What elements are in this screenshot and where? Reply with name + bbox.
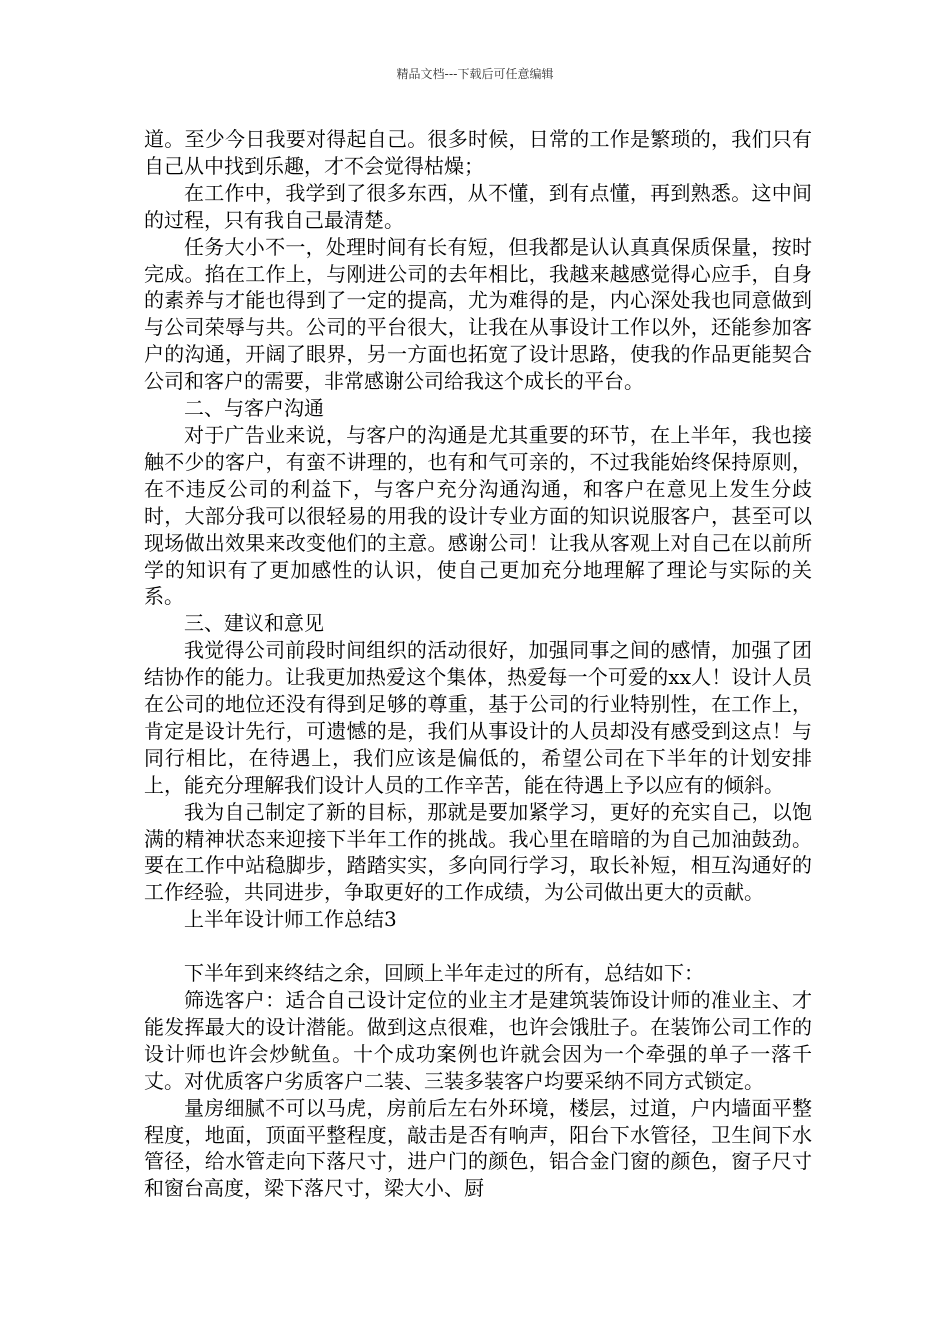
paragraph: 任务大小不一，处理时间有长有短，但我都是认认真真保质保量，按时完成。掐在工作上，与刚进公司的去年相比，我越来越感觉得心应手，自身的素养与才能也得到了一定的提高，尤为难得的是，内心深处我也同意做到与公司荣辱与共。公司的平台很大，让我在从事设计工作以外，还能参加客户的沟通，开阔了眼界，另一方面也拓宽了设计思路，使我的作品更能契合公司和客户的需要，非常感谢公司给我这个成长的平台。 [144,234,812,394]
paragraph: 筛选客户：适合自己设计定位的业主才是建筑装饰设计师的准业主、才能发挥最大的设计潜能。做到这点很难，也许会饿肚子。在装饰公司工作的设计师也许会炒鱿鱼。十个成功案例也许就会因为一个牵强的单子一落千丈。对优质客户劣质客户二装、三装多装客户均要采纳不同方式锁定。 [144,987,812,1093]
page-header: 精品文档---下载后可任意编辑 [396,67,554,81]
paragraph: 对于广告业来说，与客户的沟通是尤其重要的环节，在上半年，我也接触不少的客户，有蛮不讲理的，也有和气可亲的，不过我能始终保持原则，在不违反公司的利益下，与客户充分沟通沟通，和客户在意见上发生分歧时，大部分我可以很轻易的用我的设计专业方面的知识说服客户，甚至可以现场做出效果来改变他们的主意。感谢公司！让我从客观上对自己在以前所学的知识有了更加感性的认识，使自己更加充分地理解了理论与实际的关系。 [144,422,812,609]
document-body [144,126,812,1202]
paragraph: 我觉得公司前段时间组织的活动很好，加强同事之间的感情，加强了团结协作的能力。让我更加热爱这个集体，热爱每一个可爱的xx人！设计人员在公司的地位还没有得到足够的尊重，基于公司的行业特别性，在工作上，肯定是设计先行，可遗憾的是，我们从事设计的人员却没有感受到这点！与同行相比，在待遇上，我们应该是偏低的，希望公司在下半年的计划安排上，能充分理解我们设计人员的工作辛苦，能在待遇上予以应有的倾斜。 [144,638,812,797]
section-heading: 二、与客户沟通 [184,396,324,421]
section-title: 上半年设计师工作总结3 [184,907,397,932]
paragraph: 下半年到来终结之余，回顾上半年走过的所有，总结如下： [184,961,704,986]
blank-line [144,933,812,960]
paragraph: 在工作中，我学到了很多东西，从不懂，到有点懂，再到熟悉。这中间的过程，只有我自己最清楚。 [144,180,812,232]
section-heading: 三、建议和意见 [184,611,324,636]
paragraph: 量房细腻不可以马虎，房前后左右外环境，楼层，过道，户内墙面平整程度，地面，顶面平整程度，敲击是否有响声，阳台下水管径，卫生间下水管径，给水管走向下落尺寸，进户门的颜色，铝合金门窗的颜色，窗子尺寸和窗台高度，梁下落尺寸，梁大小、厨 [144,1095,812,1201]
paragraph: 道。至少今日我要对得起自己。很多时候，日常的工作是繁琐的，我们只有自己从中找到乐趣，才不会觉得枯燥； [144,127,812,178]
paragraph: 我为自己制定了新的目标，那就是要加紧学习，更好的充实自己，以饱满的精神状态来迎接下半年工作的挑战。我心里在暗暗的为自己加油鼓劲。要在工作中站稳脚步，踏踏实实，多向同行学习，取长补短，相互沟通好的工作经验，共同进步，争取更好的工作成绩，为公司做出更大的贡献。 [144,799,812,905]
